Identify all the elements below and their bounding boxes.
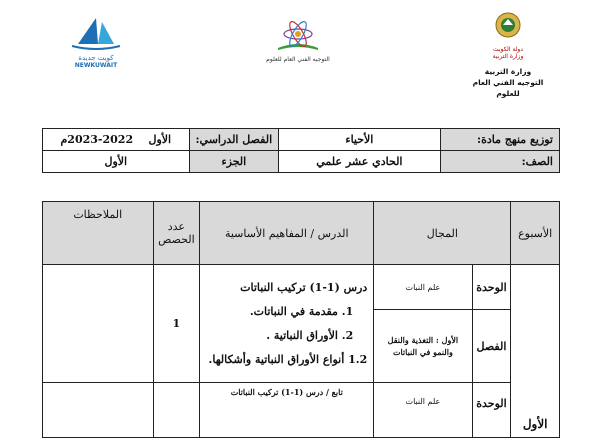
lesson-title-2: تابع / درس (1-1) تركيب النباتات <box>200 383 374 438</box>
ministry-name: وزارة التربية <box>484 67 532 76</box>
session-count-2 <box>153 383 200 438</box>
semester-value: الأول <box>148 133 172 146</box>
notes-header: الملاحظات <box>43 202 154 265</box>
academic-year: 2022-2023م <box>60 133 134 146</box>
lesson-row-2 <box>43 383 560 438</box>
info-row-1 <box>43 129 560 151</box>
new-kuwait-logo <box>68 14 124 69</box>
week-value: الأول <box>511 265 560 438</box>
center-logo-caption: التوجيه الفني العام للعلوم <box>266 56 330 63</box>
domain-header: المجال <box>374 202 511 265</box>
semester-label: الفصل الدراسي: <box>189 129 278 151</box>
emblem-caption-1: دولة الكويت <box>493 46 523 53</box>
course-info-table <box>42 128 560 173</box>
emblem-icon <box>478 10 538 42</box>
chapter-label: الفصل <box>472 310 511 383</box>
lesson-title: درس (1-1) تركيب النباتات <box>240 280 368 294</box>
new-kuwait-arabic: كويت جديدة <box>78 54 114 62</box>
lesson-content <box>200 265 374 383</box>
new-kuwait-latin: NEWKUWAIT <box>74 62 118 69</box>
kuwait-emblem <box>478 10 538 60</box>
grade-label: الصف: <box>440 151 559 173</box>
lesson-row-1 <box>43 265 560 310</box>
subject-value: الأحياء <box>279 129 441 151</box>
notes-cell <box>43 265 154 383</box>
unit-label: الوحدة <box>472 265 511 310</box>
header-row <box>43 202 560 265</box>
schedule-table <box>42 201 560 438</box>
sail-icon <box>68 14 124 50</box>
atom-book-icon <box>248 18 348 52</box>
unit-value-2: علم النبات <box>374 383 472 438</box>
emblem-caption-2: وزارة التربية <box>492 53 524 60</box>
ministry-title <box>460 66 556 99</box>
part-value: الأول <box>43 151 190 173</box>
lesson-header: الدرس / المفاهيم الأساسية <box>200 202 374 265</box>
subject-label: توزيع منهج مادة: <box>440 129 559 151</box>
semester-year-cell <box>43 129 190 151</box>
info-row-2 <box>43 151 560 173</box>
count-header: عدد الحصص <box>153 202 200 265</box>
week-header: الأسبوع <box>511 202 560 265</box>
unit-label-2: الوحدة <box>472 383 511 438</box>
lesson-item: 1.2 أنواع الأوراق النباتية وأشكالها. <box>208 352 368 366</box>
session-count: 1 <box>153 265 200 383</box>
notes-cell-2 <box>43 383 154 438</box>
grade-value: الحادي عشر علمي <box>279 151 441 173</box>
unit-value: علم النبات <box>374 265 472 310</box>
lesson-item: 1. مقدمة في النباتات. <box>249 304 354 318</box>
chapter-value: الأول : التغذية والنقل والنمو في النباتات <box>374 310 472 383</box>
supervision-name: التوجيه الفني العام للعلوم <box>472 78 544 98</box>
part-label: الجزء <box>189 151 278 173</box>
science-supervision-logo <box>248 18 348 66</box>
lesson-item: 2. الأوراق النباتية . <box>266 328 354 342</box>
